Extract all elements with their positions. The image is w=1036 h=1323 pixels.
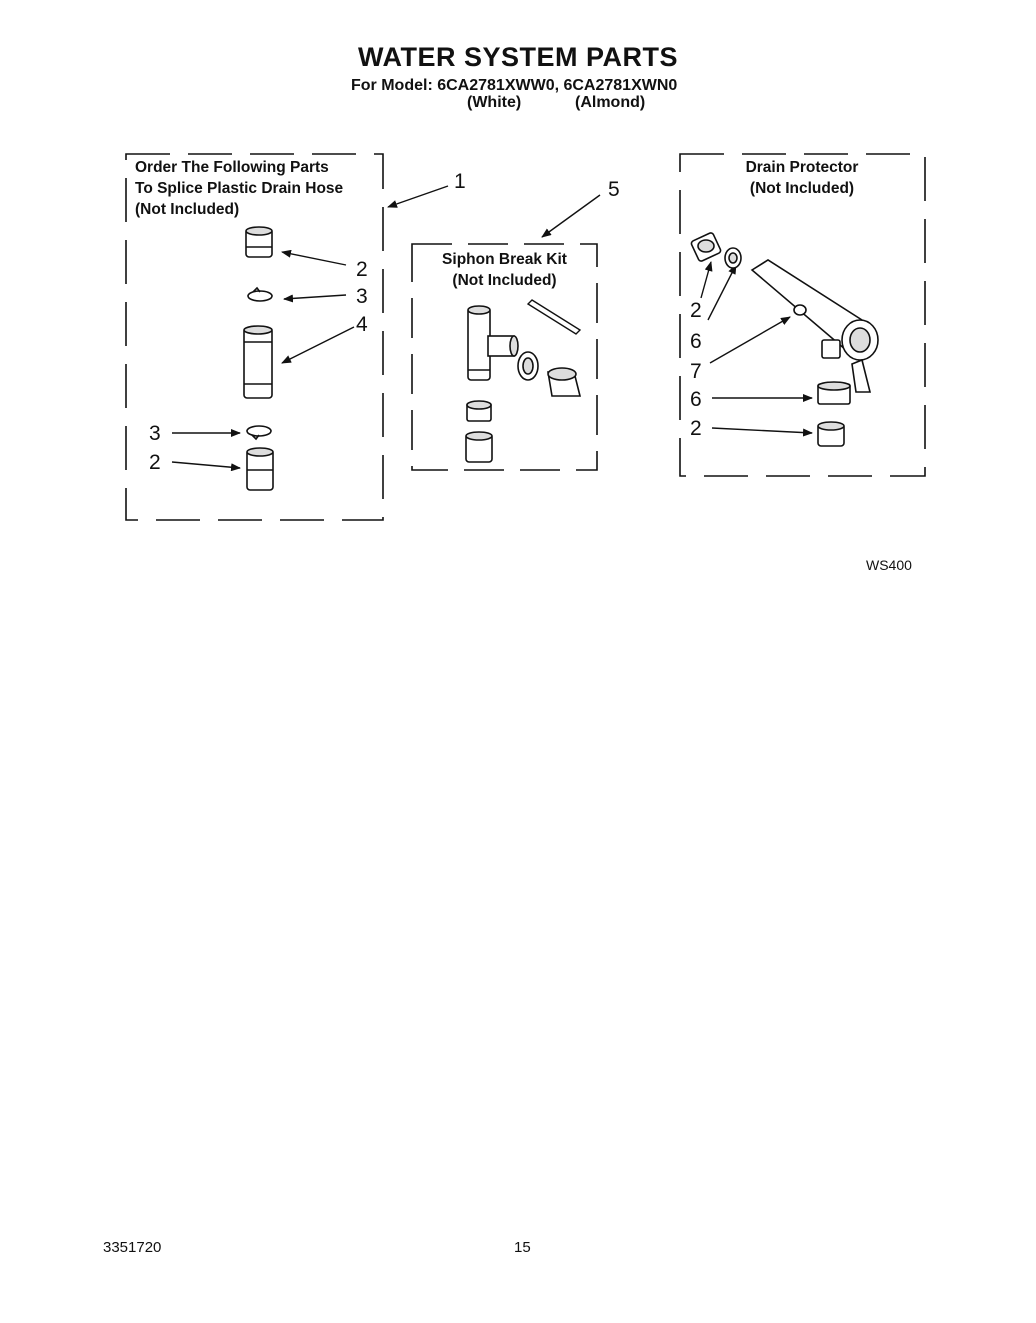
splice-title-line1: Order The Following Parts [135,159,329,176]
drain-title-line1: Drain Protector [745,159,859,176]
callout-2-top: 2 [356,258,368,281]
clamp-3-top-icon [248,288,272,301]
callout-3-top: 3 [356,285,368,308]
coupling-4-icon [244,326,272,398]
siphon-title-line2: (Not Included) [452,272,557,289]
variant-white: (White) [467,94,522,111]
siphon-ring-icon [467,401,491,421]
callout-drain-7: 7 [690,360,702,383]
callout-drain-6-bottom: 6 [690,388,702,411]
callout-3-bottom: 3 [149,422,161,445]
splice-title-line3: (Not Included) [135,201,240,218]
drain-nut-6-bottom-icon [818,382,850,404]
siphon-title-line1: Siphon Break Kit [442,251,567,268]
figure-code: WS400 [866,557,912,573]
model-line: For Model: 6CA2781XWW0, 6CA2781XWN0 [351,77,678,94]
tie-strap-icon [528,300,580,334]
siphon-panel-title [412,249,597,291]
drain-protector-body-7-icon [752,260,878,392]
callout-1: 1 [454,170,466,193]
doc-number: 3351720 [103,1239,162,1256]
callout-drain-6-top: 6 [690,330,702,353]
connector-2-bottom-icon [247,448,273,490]
drain-cap-2-top-icon [690,232,721,262]
splice-title-line2: To Splice Plastic Drain Hose [135,180,344,197]
callout-2-bottom: 2 [149,451,161,474]
drain-nut-6-top-icon [725,248,741,268]
page-number: 15 [514,1239,531,1256]
siphon-tee-icon [468,306,518,380]
callout-5: 5 [608,178,620,201]
callout-drain-2-bottom: 2 [690,417,702,440]
clamp-3-bottom-icon [247,426,271,439]
callout-drain-2-top: 2 [690,299,702,322]
drain-title-line2: (Not Included) [749,180,855,197]
drain-cap-2-bottom-icon [818,422,844,446]
connector-2-top-icon [246,227,272,257]
drain-panel-title [716,157,888,199]
page-title: WATER SYSTEM PARTS [357,42,678,72]
siphon-cap-icon [466,432,492,462]
callout-4: 4 [356,313,368,336]
siphon-adapter-icon [548,368,580,396]
siphon-nut-icon [518,352,538,380]
variant-almond: (Almond) [575,94,646,111]
splice-panel-title [135,157,343,220]
